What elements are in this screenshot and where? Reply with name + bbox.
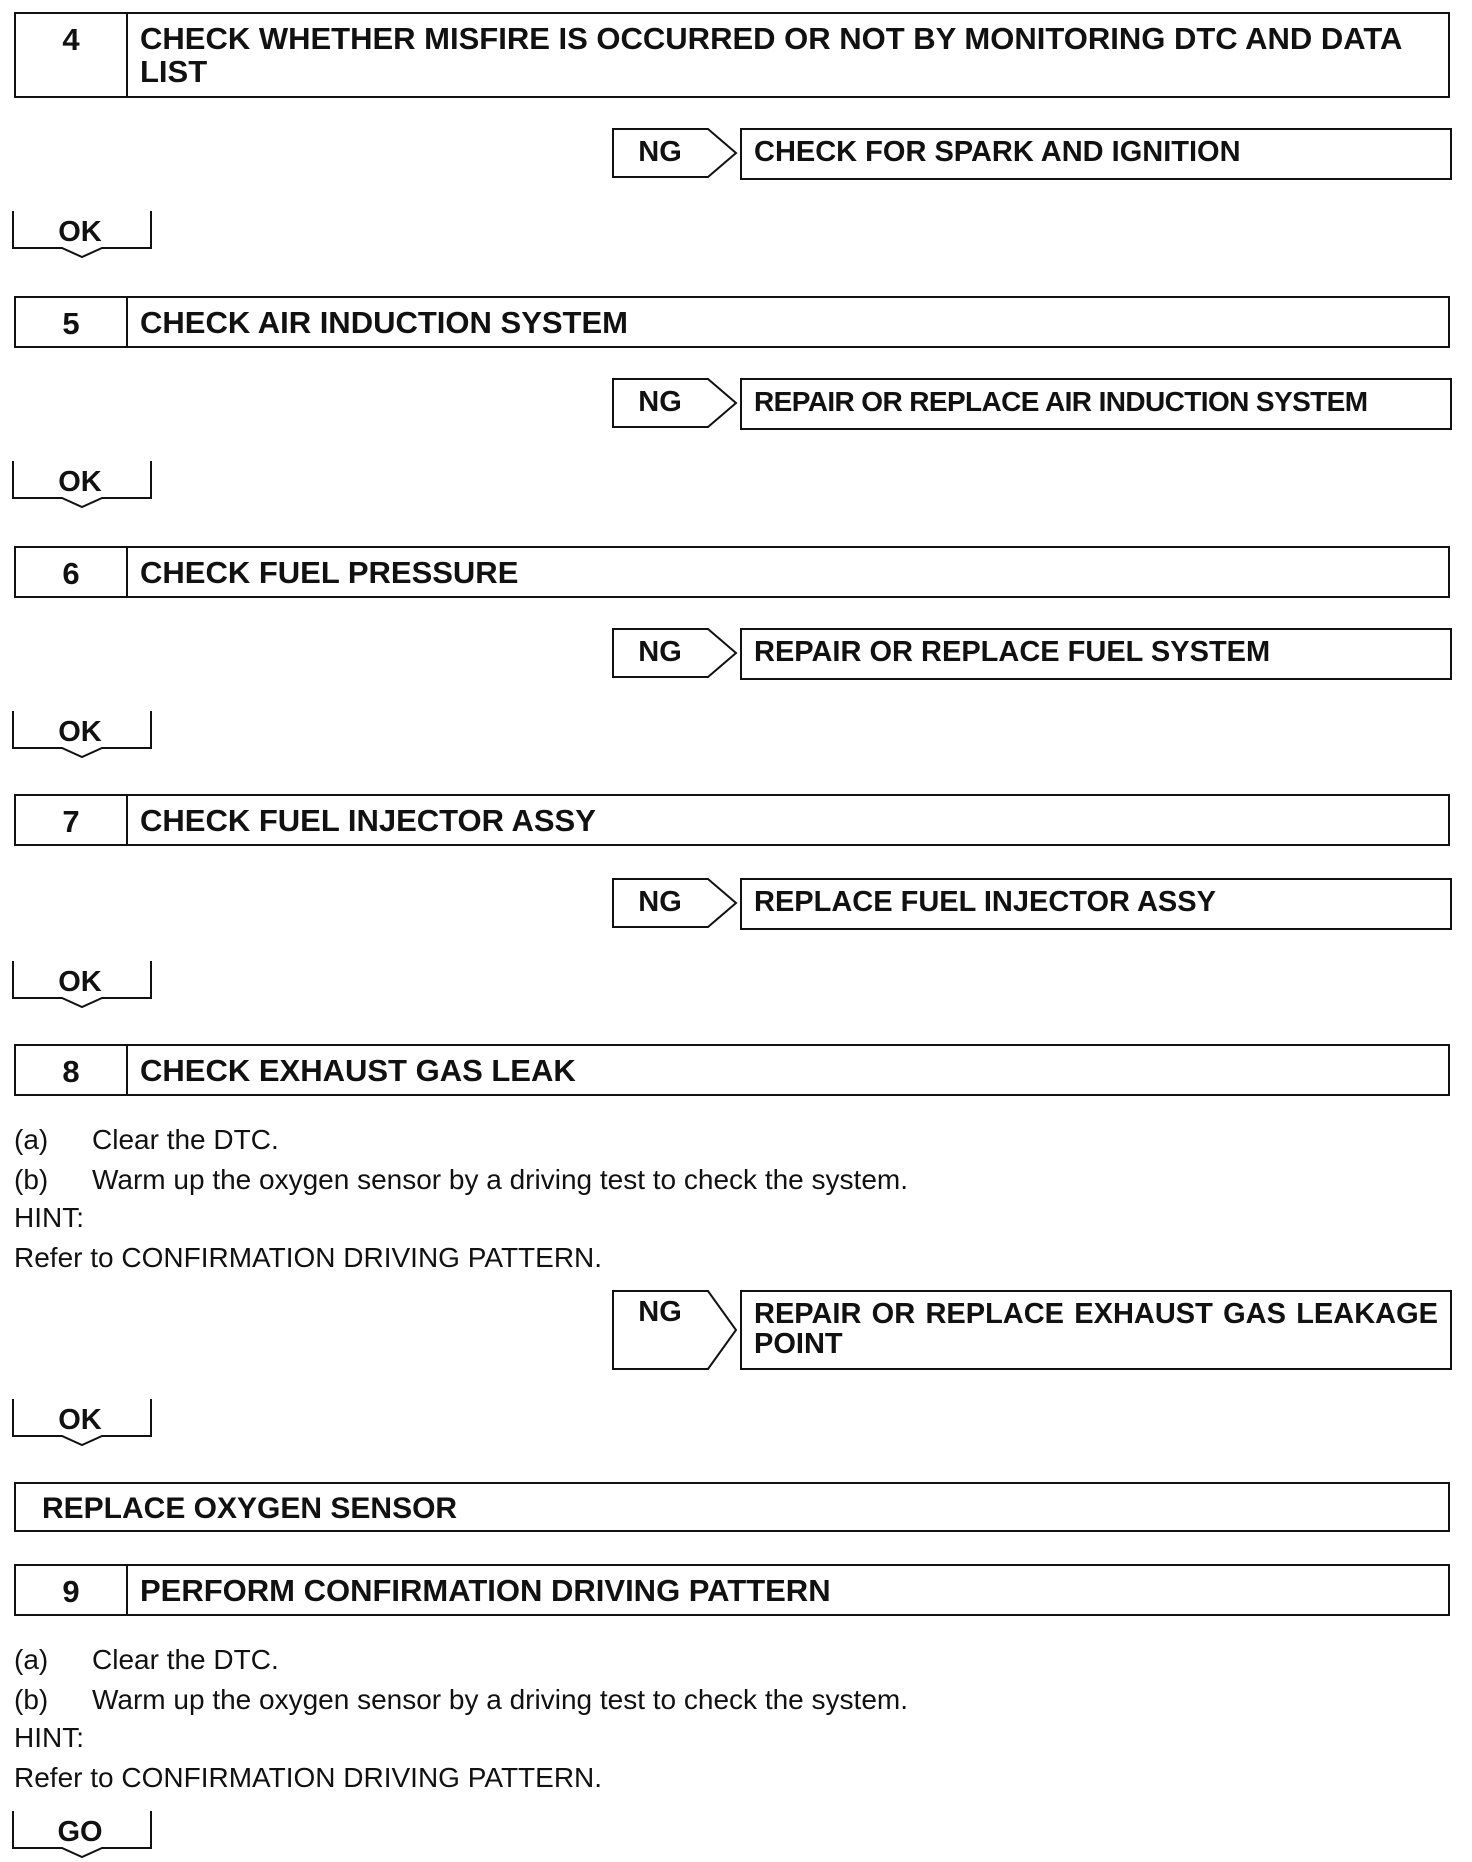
step-title: CHECK FUEL PRESSURE <box>140 555 519 590</box>
step-7-header <box>14 794 1450 846</box>
step-number: 6 <box>16 548 128 596</box>
instruction-label: (a) <box>14 1124 49 1155</box>
step-5-ng-result: REPAIR OR REPLACE AIR INDUCTION SYSTEM <box>740 378 1452 430</box>
instruction-line <box>14 1164 908 1196</box>
instruction-line <box>14 1684 908 1716</box>
step-8-header <box>14 1044 1450 1096</box>
step-title: CHECK EXHAUST GAS LEAK <box>140 1053 576 1088</box>
instruction-text: Warm up the oxygen sensor by a driving test to check the system. <box>92 1164 908 1195</box>
step-number: 7 <box>16 796 128 844</box>
ok-label: OK <box>58 1404 102 1436</box>
ok-label: OK <box>58 716 102 748</box>
instruction-label: (a) <box>14 1644 49 1675</box>
step-5-header <box>14 296 1450 348</box>
step-title: PERFORM CONFIRMATION DRIVING PATTERN <box>140 1573 831 1608</box>
step-8-ng-result: REPAIR OR REPLACE EXHAUST GAS LEAKAGE POINT <box>740 1290 1452 1370</box>
ng-label: NG <box>638 386 682 418</box>
step-number: 4 <box>16 14 128 96</box>
instruction-line <box>14 1124 279 1156</box>
ng-label: NG <box>638 1296 682 1328</box>
hint-text: Refer to CONFIRMATION DRIVING PATTERN. <box>14 1762 603 1793</box>
instruction-text: Warm up the oxygen sensor by a driving test to check the system. <box>92 1684 908 1715</box>
go-label: GO <box>57 1816 103 1848</box>
instruction-label: (b) <box>14 1684 49 1715</box>
step-6-header <box>14 546 1450 598</box>
ng-label: NG <box>638 886 682 918</box>
hint-label: HINT: <box>14 1202 84 1233</box>
hint-text: Refer to CONFIRMATION DRIVING PATTERN. <box>14 1242 603 1273</box>
ng-label: NG <box>638 136 682 168</box>
instruction-label: (b) <box>14 1164 49 1195</box>
step-number: 5 <box>16 298 128 346</box>
ok-label: OK <box>58 466 102 498</box>
step-number: 9 <box>16 1566 128 1614</box>
instruction-line <box>14 1644 279 1676</box>
step-4-ng-result: CHECK FOR SPARK AND IGNITION <box>740 128 1452 180</box>
step-title: CHECK WHETHER MISFIRE IS OCCURRED OR NOT BY MONITORING DTC AND DATA LIST <box>140 21 1402 89</box>
step-number: 8 <box>16 1046 128 1094</box>
instruction-text: Clear the DTC. <box>92 1124 279 1155</box>
ok-label: OK <box>58 216 102 248</box>
step-title: CHECK FUEL INJECTOR ASSY <box>140 803 596 838</box>
step-7-ng-result: REPLACE FUEL INJECTOR ASSY <box>740 878 1452 930</box>
replace-oxygen-sensor-box: REPLACE OXYGEN SENSOR <box>14 1482 1450 1532</box>
ok-label: OK <box>58 966 102 998</box>
ng-label: NG <box>638 636 682 668</box>
step-6-ng-result: REPAIR OR REPLACE FUEL SYSTEM <box>740 628 1452 680</box>
step-title: CHECK AIR INDUCTION SYSTEM <box>140 305 628 340</box>
hint-label: HINT: <box>14 1722 84 1753</box>
step-4-header <box>14 12 1450 98</box>
step-9-header <box>14 1564 1450 1616</box>
instruction-text: Clear the DTC. <box>92 1644 279 1675</box>
